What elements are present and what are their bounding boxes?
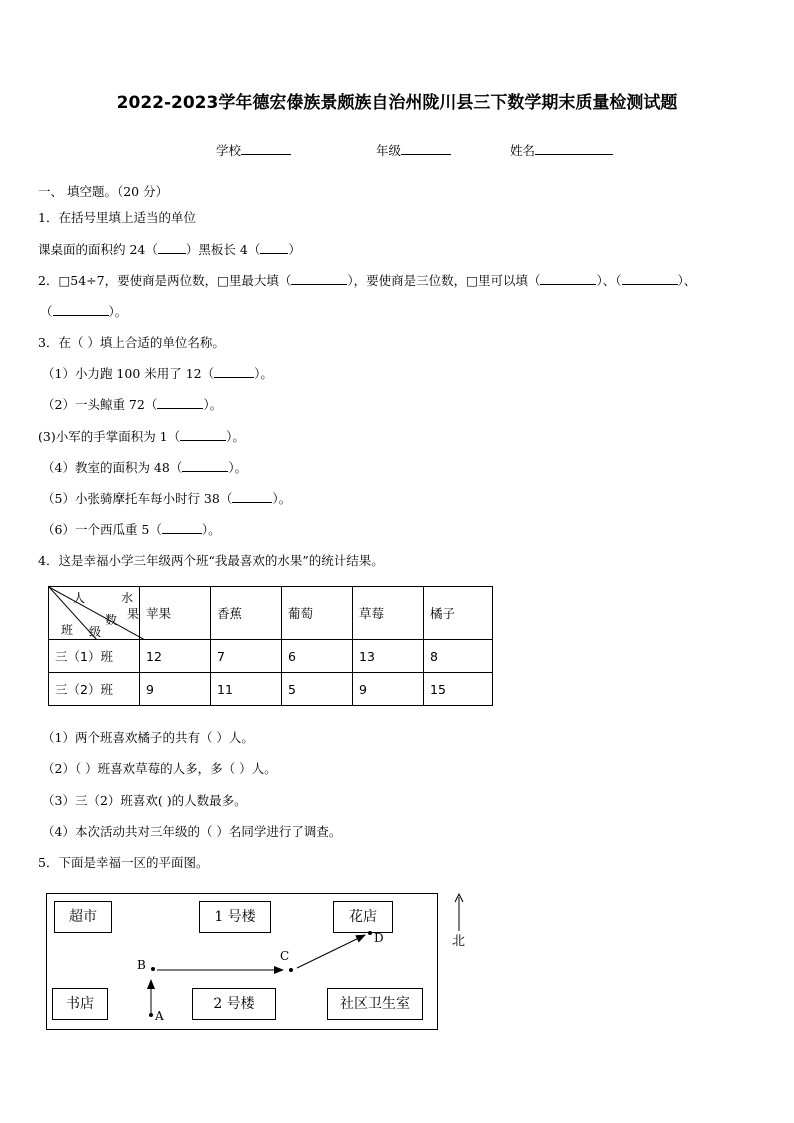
q3-item-6-text: （6）一个西瓜重 5（ — [42, 522, 162, 537]
q3-item-3-text: (3)小军的手掌面积为 1（ — [38, 429, 181, 444]
supermarket-box: 超市 — [54, 901, 112, 933]
clinic-box: 社区卫生室 — [327, 988, 423, 1020]
q1-text-a: 课桌面的面积约 24（ — [38, 242, 158, 257]
question-1-stem: 1．在括号里填上适当的单位 — [38, 210, 196, 225]
table-cell: 11 — [211, 673, 282, 706]
corner-label-shui: 水 — [121, 591, 134, 605]
corner-label-ji: 级 — [89, 625, 102, 639]
q1-blank-2[interactable] — [260, 241, 288, 254]
corner-label-ban: 班 — [61, 623, 74, 637]
q2-text-4: ）、 — [677, 273, 697, 288]
q2-blank-2[interactable] — [540, 272, 596, 285]
q2-blank-3[interactable] — [622, 272, 678, 285]
q3-item-6-blank[interactable] — [162, 521, 202, 534]
building-1-box: 1 号楼 — [199, 901, 271, 933]
corner-label-guo: 果 — [127, 607, 140, 621]
q1-blank-1[interactable] — [158, 241, 186, 254]
table-row — [49, 640, 493, 673]
q3-item-4-end: ）。 — [228, 460, 248, 475]
fruit-stats-table — [48, 586, 493, 706]
q3-item-2-blank[interactable] — [157, 396, 203, 409]
q2-text-3: ）、（ — [596, 273, 622, 288]
row-label: 三（1）班 — [49, 640, 140, 673]
question-2-line-2 — [40, 302, 127, 320]
column-header: 草莓 — [353, 587, 424, 640]
q3-item-2-text: （2）一头鲸重 72（ — [42, 397, 158, 412]
school-blank[interactable] — [241, 142, 291, 155]
table-row — [49, 673, 493, 706]
q2-text-1: 2．□54÷7，要使商是两位数，□里最大填（ — [38, 273, 292, 288]
row-label: 三（2）班 — [49, 673, 140, 706]
q3-item-4-blank[interactable] — [182, 459, 228, 472]
point-d-label: D — [374, 931, 384, 945]
point-c-label: C — [280, 949, 290, 963]
corner-label-shu: 数 — [105, 613, 118, 627]
building-2-box: 2 号楼 — [192, 988, 276, 1020]
question-2-line-1 — [38, 271, 696, 289]
point-a-label: A — [155, 1009, 164, 1023]
table-corner-cell — [49, 587, 140, 640]
grade-label: 年级 — [376, 143, 402, 158]
name-blank[interactable] — [535, 142, 613, 155]
north-arrow-icon — [449, 893, 469, 933]
question-4-stem: 4．这是幸福小学三年级两个班“我最喜欢的水果”的统计结果。 — [38, 553, 384, 568]
bookstore-box: 书店 — [52, 988, 108, 1020]
school-field — [216, 141, 291, 159]
table-cell: 8 — [424, 640, 493, 673]
north-label: 北 — [452, 934, 466, 949]
q3-item-5-end: ）。 — [272, 491, 292, 506]
grade-field — [376, 141, 451, 159]
q3-item-5-blank[interactable] — [232, 490, 272, 503]
question-5-stem: 5．下面是幸福一区的平面图。 — [38, 855, 209, 870]
q3-item-3-blank[interactable] — [180, 428, 226, 441]
table-cell: 9 — [353, 673, 424, 706]
q3-item-1-text: （1）小力跑 100 米用了 12（ — [42, 366, 215, 381]
name-field — [510, 141, 613, 159]
q2-text-6: ）。 — [108, 304, 128, 319]
page-title: 2022-2023学年德宏傣族景颇族自治州陇川县三下数学期末质量检测试题 — [116, 93, 678, 113]
table-cell: 13 — [353, 640, 424, 673]
q3-item-5 — [42, 489, 291, 507]
q3-item-6-end: ）。 — [201, 522, 221, 537]
q3-item-5-text: （5）小张骑摩托车每小时行 38（ — [42, 491, 233, 506]
section-heading: 一、 填空题。（20 分） — [38, 184, 169, 199]
column-header: 葡萄 — [282, 587, 353, 640]
column-header: 苹果 — [140, 587, 211, 640]
table-cell: 6 — [282, 640, 353, 673]
question-1-line — [38, 240, 301, 258]
community-map — [46, 893, 438, 1030]
q3-item-1-end: ）。 — [254, 366, 273, 381]
route-arrows — [47, 894, 437, 1029]
q2-text-2: ），要使商是三位数，□里可以填（ — [347, 273, 541, 288]
table-header-row — [49, 587, 493, 640]
grade-blank[interactable] — [401, 142, 451, 155]
q3-item-1 — [42, 364, 273, 382]
q4-sub-1: （1）两个班喜欢橘子的共有（ ）人。 — [42, 730, 254, 745]
q2-blank-4[interactable] — [53, 303, 109, 316]
q2-text-5: （ — [40, 304, 53, 319]
corner-label-ren: 人 — [73, 591, 86, 605]
q3-item-4 — [42, 458, 247, 476]
q3-item-3 — [38, 427, 245, 445]
q1-text-b: ）黑板长 4（ — [185, 242, 261, 257]
q3-item-2 — [42, 395, 222, 413]
q3-item-1-blank[interactable] — [214, 365, 254, 378]
q3-item-4-text: （4）教室的面积为 48（ — [42, 460, 183, 475]
table-cell: 12 — [140, 640, 211, 673]
q2-blank-1[interactable] — [291, 272, 347, 285]
q3-item-2-end: ）。 — [203, 397, 223, 412]
name-label: 姓名 — [510, 143, 536, 158]
q4-sub-4: （4）本次活动共对三年级的（ ）名同学进行了调查。 — [42, 824, 342, 839]
table-cell: 7 — [211, 640, 282, 673]
q1-text-c: ） — [288, 242, 301, 257]
q3-item-3-end: ）。 — [226, 429, 245, 444]
flower-shop-box: 花店 — [333, 901, 393, 933]
q4-sub-2: （2）（ ）班喜欢草莓的人多，多（ ）人。 — [42, 761, 277, 776]
column-header: 橘子 — [424, 587, 493, 640]
table-cell: 9 — [140, 673, 211, 706]
table-cell: 15 — [424, 673, 493, 706]
q3-item-6 — [42, 520, 221, 538]
q4-sub-3: （3）三（2）班喜欢( )的人数最多。 — [42, 793, 247, 808]
school-label: 学校 — [216, 143, 242, 158]
column-header: 香蕉 — [211, 587, 282, 640]
question-3-stem: 3．在（ ）填上合适的单位名称。 — [38, 335, 225, 350]
table-cell: 5 — [282, 673, 353, 706]
point-b-label: B — [137, 958, 146, 972]
